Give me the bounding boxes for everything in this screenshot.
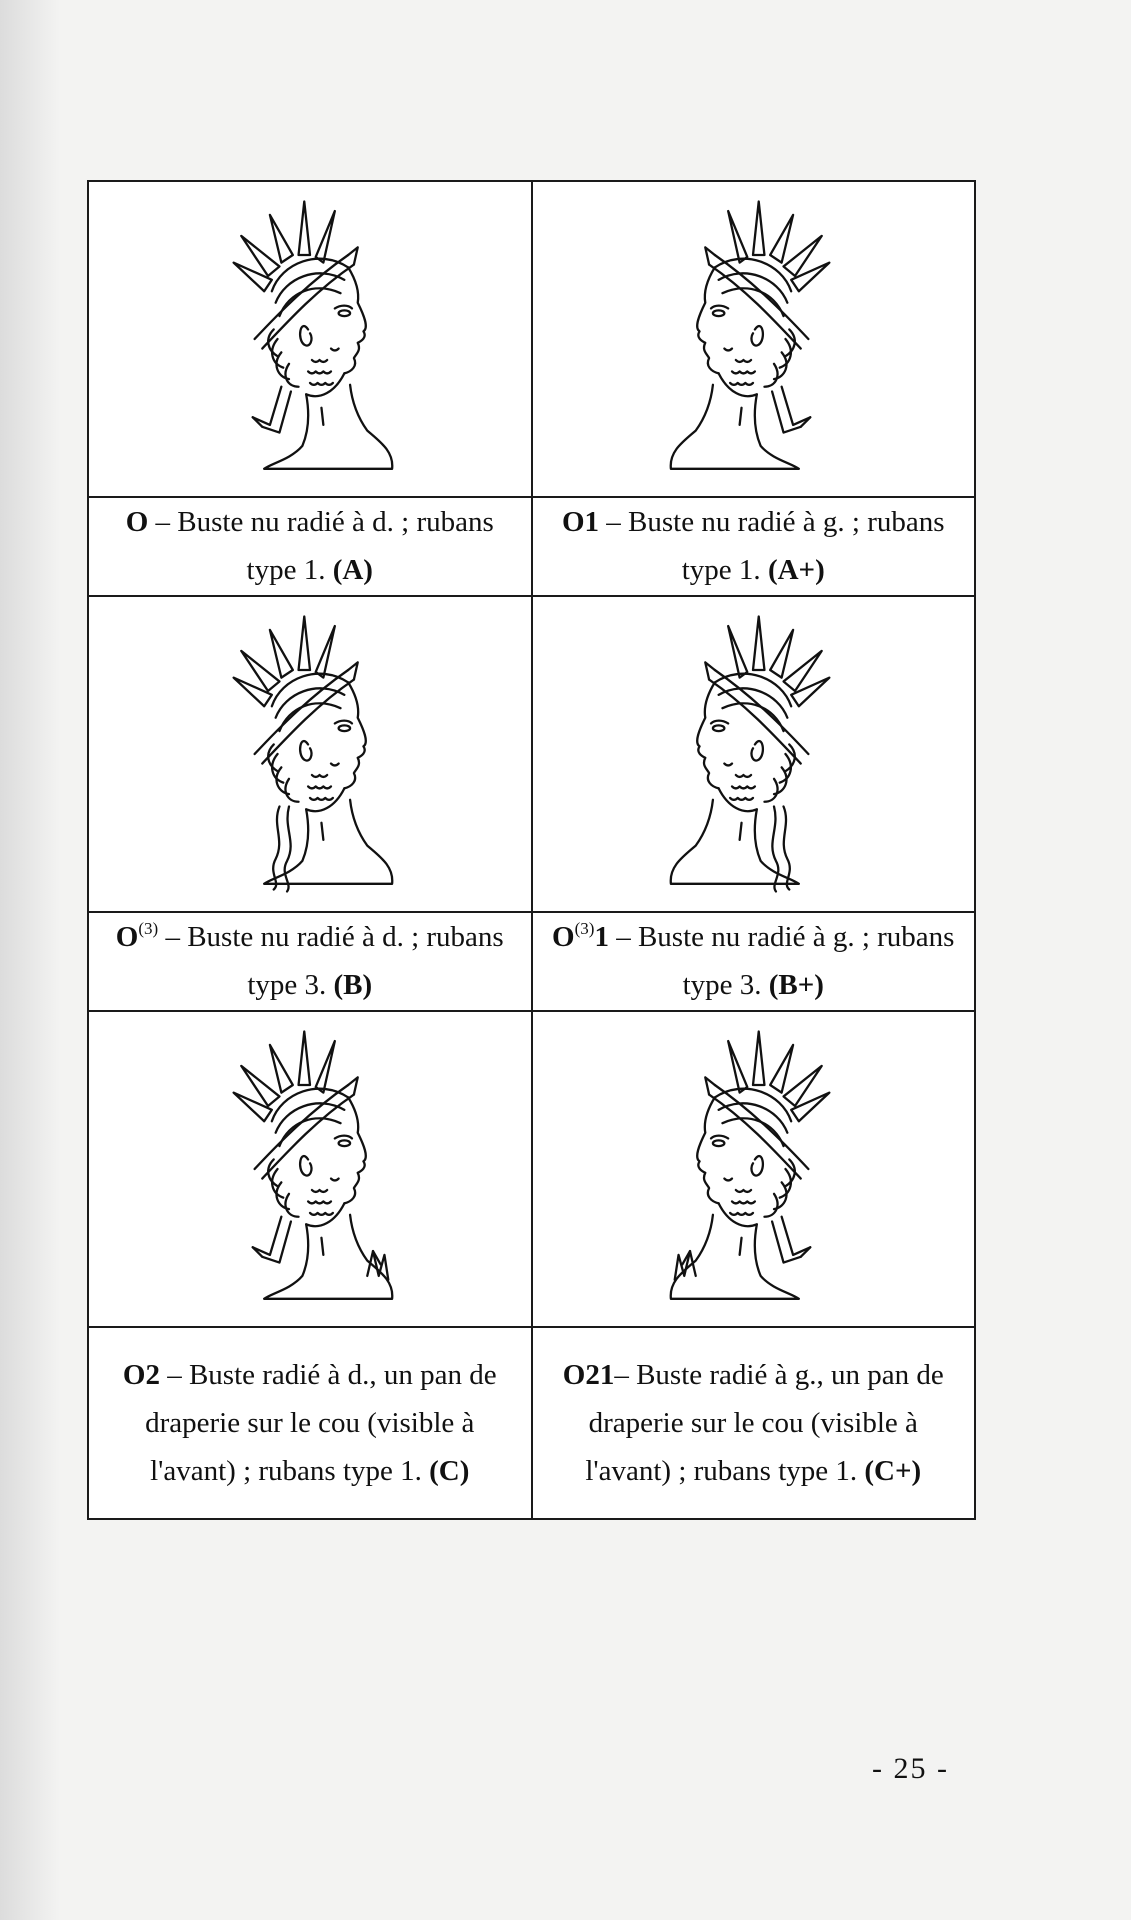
type-label: O [115,921,139,954]
figure-cell-o21 [532,1011,976,1327]
type-description: – Buste nu radié à d. ; rubans type 1. [148,506,494,587]
figure-cell-o31 [532,596,976,912]
caption-cell-o3 [88,912,532,1011]
type-description: – Buste nu radié à d. ; rubans type 3. [158,921,504,1002]
caption-o3 [89,913,531,1009]
rarity-grade: (A+) [767,554,825,587]
radiate-bust-illustration [205,189,415,489]
type-label: O [552,921,575,954]
type-label: O1 [561,506,600,539]
radiate-bust-illustration [648,189,858,489]
rarity-grade: (C+) [864,1454,922,1487]
type-description: – Buste nu radié à g. ; rubans type 3. [608,921,955,1002]
figure-cell-o1 [532,181,976,497]
type-label-superscript: (3) [574,919,595,939]
type-label-suffix: 1 [594,921,609,954]
page-edge-shadow [0,0,60,1920]
rarity-grade: (B+) [768,969,824,1002]
type-label-superscript: (3) [138,919,159,939]
type-description: – Buste radié à d., un pan de draperie sur le cou (visible à l'avant) ; rubans type 1. [145,1358,497,1487]
caption-cell-o2 [88,1327,532,1519]
radiate-bust-illustration [205,1019,415,1319]
caption-o31 [533,913,975,1009]
type-label: O2 [122,1358,160,1391]
caption-o2 [89,1351,531,1495]
caption-o21 [533,1351,975,1495]
type-description: – Buste radié à g., un pan de draperie sur le cou (visible à l'avant) ; rubans type 1. [585,1358,944,1487]
caption-cell-o21 [532,1327,976,1519]
figure-cell-o [88,181,532,497]
rarity-grade: (C) [429,1454,470,1487]
type-label: O21 [562,1358,615,1391]
figure-cell-o2 [88,1011,532,1327]
radiate-bust-illustration [205,604,415,904]
caption-cell-o [88,497,532,596]
caption-cell-o1 [532,497,976,596]
type-description: – Buste nu radié à g. ; rubans type 1. [599,506,945,587]
bust-types-table [87,180,976,1520]
caption-cell-o31 [532,912,976,1011]
radiate-bust-illustration [648,1019,858,1319]
rarity-grade: (A) [332,554,373,587]
type-label: O [125,506,149,539]
page-number: - 25 - [872,1752,949,1785]
figure-cell-o3 [88,596,532,912]
radiate-bust-illustration [648,604,858,904]
caption-o [89,498,531,594]
caption-o1 [533,498,975,594]
rarity-grade: (B) [333,969,373,1002]
